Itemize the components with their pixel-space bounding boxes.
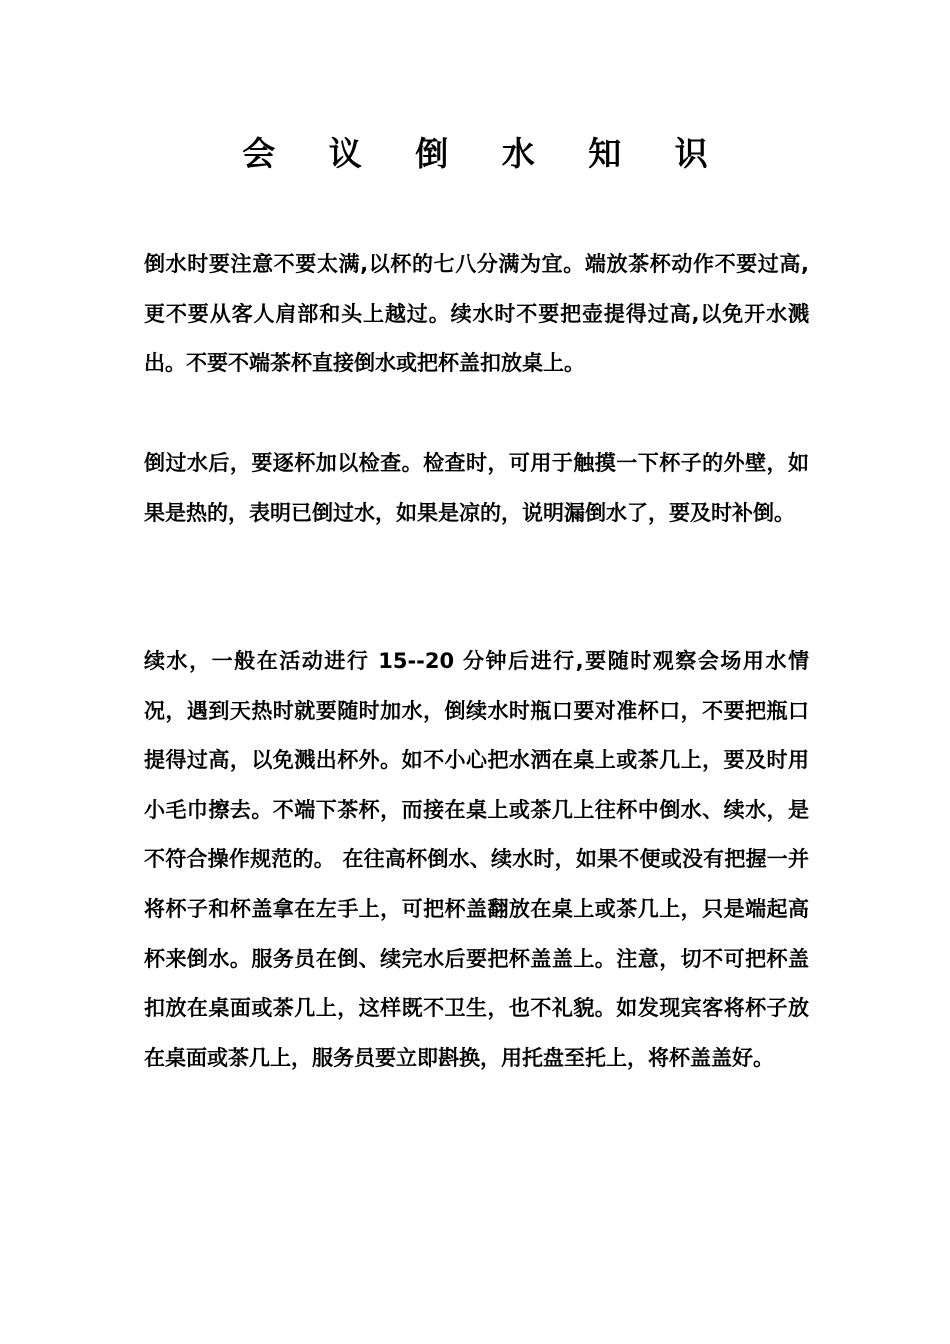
paragraph-1: 倒水时要注意不要太满,以杯的七八分满为宜。端放茶杯动作不要过高,更不要从客人肩部和头上越过。续水时不要把壶提得过高,以免开水溅出。不要不端茶杯直接倒水或把杯盖扣放桌上。 [144, 252, 809, 376]
paragraph-2: 倒过水后，要逐杯加以检查。检查时，可用于触摸一下杯子的外壁，如果是热的，表明已倒过水，如果是凉的，说明漏倒水了，要及时补倒。 [144, 451, 809, 525]
paragraph-3: 续水，一般在活动进行 15--20 分钟后进行,要随时观察会场用水情况，遇到天热时就要随时加水，倒续水时瓶口要对准杯口，不要把瓶口提得过高，以免溅出杯外。如不小心把水洒在桌上或茶几上，要及时用小毛巾擦去。不端下茶杯，而接在桌上或茶几上往杯中倒水、续水，是不符合操作规范的。 在往高杯倒水、续水时，如果不便或没有把握一并将杯子和杯盖拿在左手上，可把杯盖翻放在桌上或茶几上，只是端起高杯来倒水。服务员在倒、续完水后要把杯盖盖上。注意，切不可把杯盖扣放在桌面或茶几上，这样既不卫生，也不礼貌。如发现宾客将杯子放在桌面或茶几上，服务员要立即斟换，用托盘至托上，将杯盖盖好。 [144, 649, 809, 1070]
page-title: 会 议 倒 水 知 识 [242, 134, 729, 174]
